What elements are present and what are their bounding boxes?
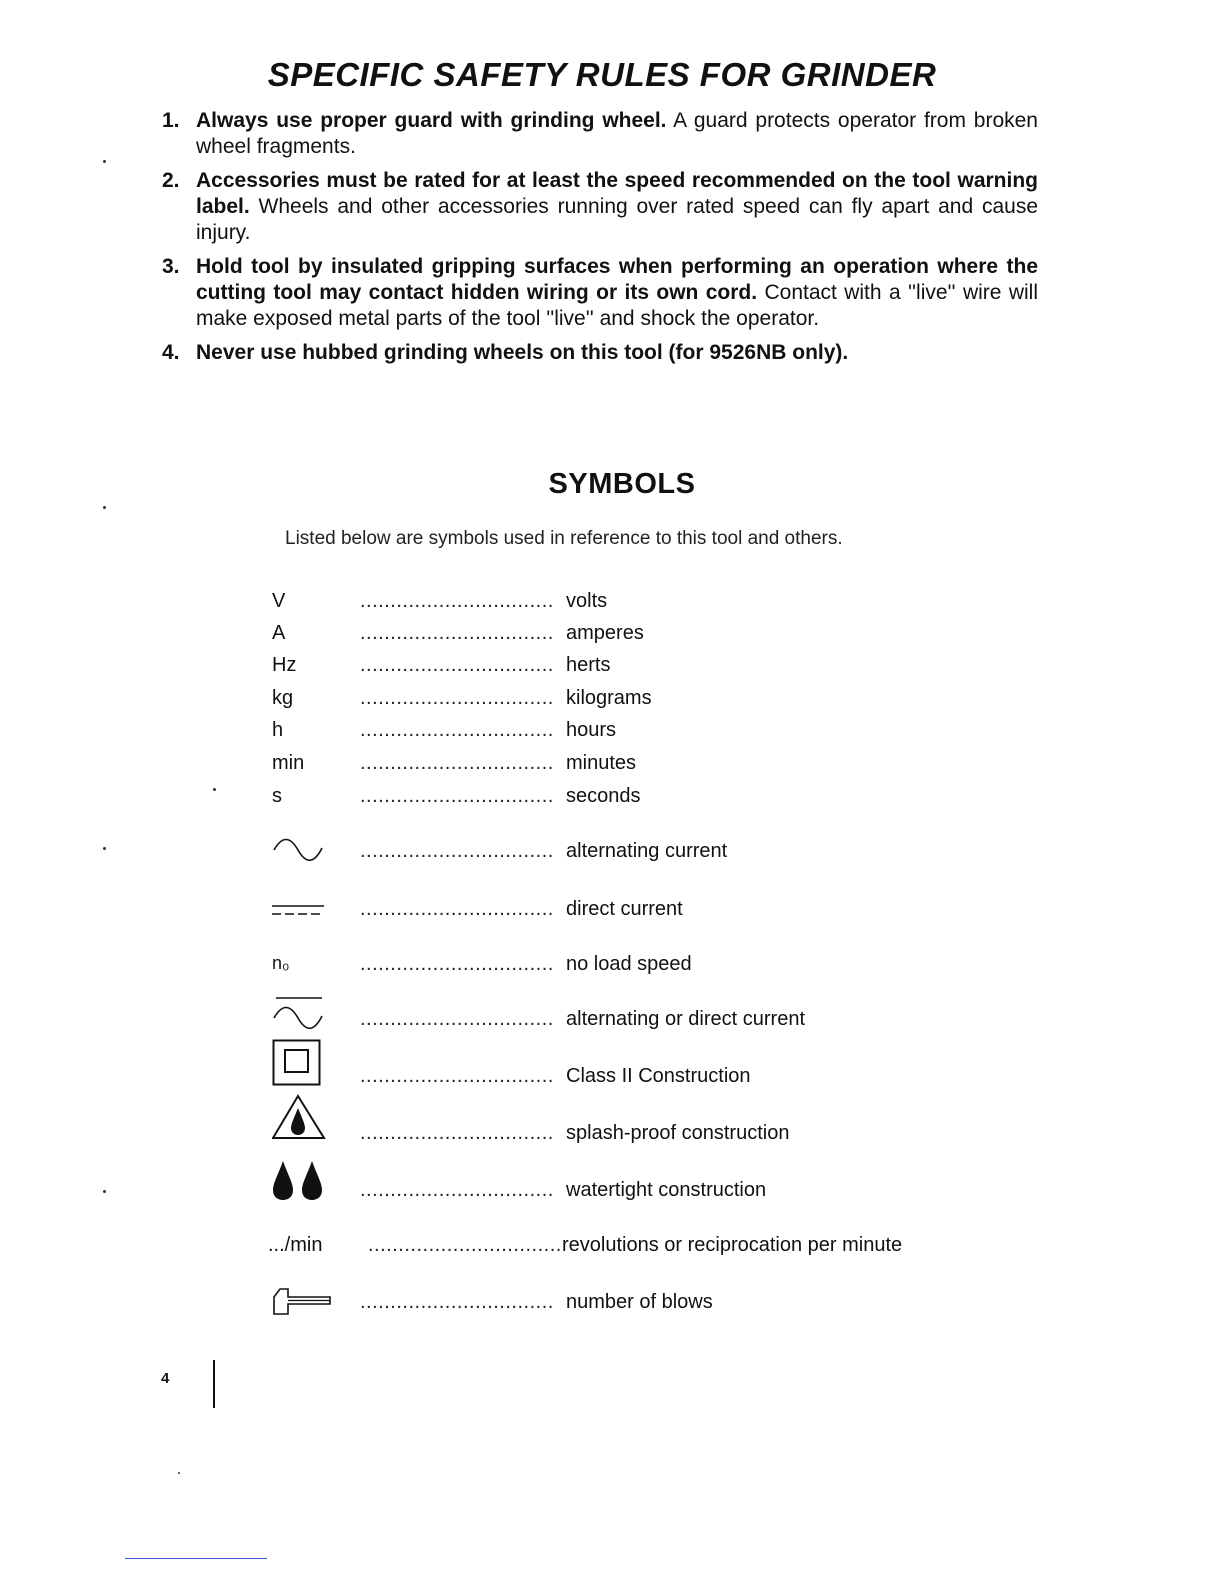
leader-dots: ................................ [360,1008,554,1030]
symbol-meaning: revolutions or reciprocation per minute [562,1234,903,1256]
leader-dots: ................................ [360,785,554,807]
symbol-meaning: direct current [566,898,683,920]
symbol-meaning: no load speed [566,953,692,975]
direct-current-icon [272,902,328,918]
symbol-meaning: seconds [566,785,641,807]
rule-bold-text: Accessories must be rated for at least the speed recommended on the tool warning label. [196,169,1038,218]
symbol-text: .../min [268,1234,323,1256]
scan-speck [178,1472,180,1474]
leader-dots: ................................ [360,1291,554,1313]
alternating-current-icon [272,838,328,864]
symbol-text: n₀ [272,953,290,973]
symbol-row-minutes [272,752,972,786]
leader-dots: ................................ [360,840,554,862]
scan-speck [103,847,106,850]
leader-dots: ................................ [360,719,554,741]
rule-number: 1. [162,109,180,132]
symbol-text: Hz [272,654,297,676]
symbol-text: V [272,590,286,612]
rule-bold-text: Hold tool by insulated gripping surfaces when performing an operation where the cutting tool may contact hidden wiring or its own cord. [196,255,1038,304]
symbol-row-no-load-speed [272,953,972,987]
hammer-blows-icon [272,1287,334,1317]
leader-dots: ................................ [360,1179,554,1201]
symbol-meaning: hours [566,719,617,741]
symbol-meaning: alternating or direct current [566,1008,806,1030]
symbol-row-alternating-current [272,840,972,874]
rule-item [162,108,1038,160]
symbol-meaning: watertight construction [566,1179,767,1201]
symbol-row-watertight [272,1179,972,1213]
leader-dots: ................................ [360,654,554,676]
symbol-row-class-two [272,1065,972,1099]
page-number: 4 [161,1370,170,1387]
symbol-meaning: Class II Construction [566,1065,751,1087]
splash-proof-icon [272,1094,328,1142]
ac-dc-icon [272,996,328,1036]
class-two-icon [272,1039,324,1089]
page-title: SPECIFIC SAFETY RULES FOR GRINDER [267,56,937,93]
symbol-row-ac-dc [272,1008,972,1042]
rule-text: A guard protects operator from broken wheel fragments. [196,109,1038,158]
rule-bold-text: Never use hubbed grinding wheels on this tool (for 9526NB only). [196,341,849,364]
symbol-text: s [272,785,282,807]
leader-dots: ................................ [360,687,554,709]
rule-item [162,168,1038,246]
rule-text: Wheels and other accessories running over rated speed can fly apart and cause injury. [196,195,1038,244]
symbol-row-kilograms [272,687,972,721]
scan-speck [213,788,216,791]
leader-dots: ................................ [360,1122,554,1144]
symbol-row-splash-proof [272,1122,972,1156]
symbol-row-volts [272,590,972,624]
leader-dots: ................................ [360,752,554,774]
rule-item [162,340,1038,366]
margin-bar [213,1360,215,1408]
rule-number: 2. [162,169,180,192]
symbol-meaning: minutes [566,752,637,774]
scan-speck [103,506,106,509]
leader-dots: ................................ [360,622,554,644]
symbol-text: min [272,752,305,774]
watertight-icon [272,1159,328,1203]
symbol-row-hours [272,719,972,753]
symbol-text: kg [272,687,294,709]
symbol-text: A [272,622,286,644]
symbol-row-amperes [272,622,972,656]
symbol-meaning: herts [566,654,611,676]
rule-text: Contact with a ''live'' wire will make exposed metal parts of the tool ''live'' and shock the operator. [196,281,1038,330]
rule-bold-text: Always use proper guard with grinding wheel. [196,109,667,132]
symbol-meaning: amperes [566,622,644,644]
bottom-divider [125,1558,267,1559]
symbol-meaning: splash-proof construction [566,1122,790,1144]
symbols-heading: SYMBOLS [548,468,696,500]
symbol-row-herts [272,654,972,688]
symbol-row-number-of-blows [272,1291,972,1325]
symbol-meaning: kilograms [566,687,652,709]
symbol-text: h [272,719,284,741]
symbol-meaning: alternating current [566,840,728,862]
rule-item [162,254,1038,332]
symbols-intro: Listed below are symbols used in reference to this tool and others. [285,528,843,549]
scan-speck [103,1190,106,1193]
leader-dots: ................................ [360,1065,554,1087]
safety-rules-list [162,108,1038,374]
symbol-row-per-minute [268,1234,972,1268]
scan-speck [103,160,106,163]
leader-dots: ................................ [360,953,554,975]
rule-number: 4. [162,341,180,364]
symbol-meaning: volts [566,590,608,612]
symbol-meaning: number of blows [566,1291,713,1313]
symbol-row-seconds [272,785,972,819]
leader-dots: ................................ [360,898,554,920]
leader-dots: ................................ [360,590,554,612]
symbol-row-direct-current [272,898,972,932]
leader-dots: ................................ [368,1234,562,1256]
rule-number: 3. [162,255,180,278]
